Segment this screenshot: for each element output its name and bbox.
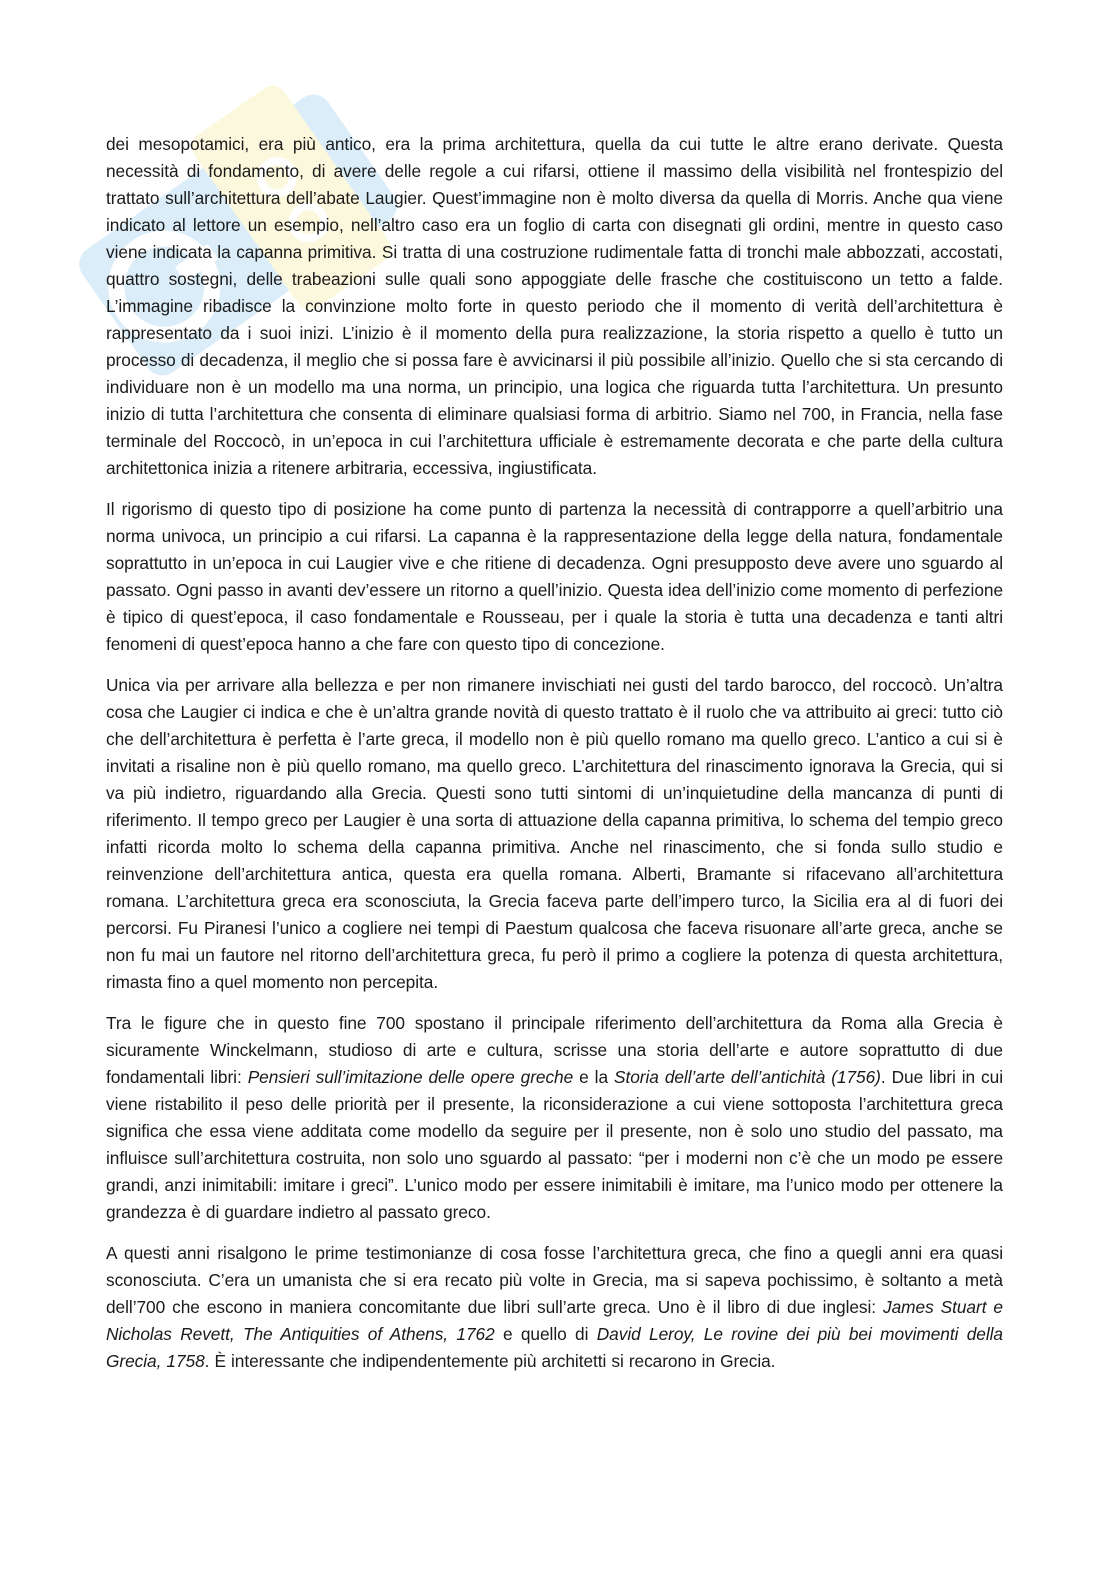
italic-text: James Stuart e Nicholas Revett, The Antiquities of Athens, 1762 <box>106 1297 1003 1344</box>
paragraph <box>106 1240 1003 1375</box>
text-segment: . È interessante che indipendentemente più architetti si recarono in Grecia. <box>204 1351 776 1371</box>
text-segment: Il rigorismo di questo tipo di posizione ha come punto di partenza la necessità di contrapporre a quell’arbitrio una norma univoca, un principio a cui rifarsi. La capanna è la rappresentazione della legge della natura, fondamentale soprattutto in un’epoca in cui Laugier vive e che ritiene di decadenza. Ogni presupposto deve avere uno sguardo al passato. Ogni passo in avanti dev’essere un ritorno a quell’inizio. Questa idea dell’inizio come momento di perfezione è tipico di quest’epoca, il caso fondamentale e Rousseau, per i quale la storia è tutta una decadenza e tanti altri fenomeni di quest’epoca hanno a che fare con questo tipo di concezione. <box>106 499 1003 654</box>
italic-text: Storia dell’arte dell’antichità (1756) <box>614 1067 881 1087</box>
text-segment: . Due libri in cui viene ristabilito il peso delle priorità per il presente, la riconsiderazione a cui viene sottoposta l’architettura greca significa che essa viene additata come modello da seguire per il presente, non è solo uno studio del passato, ma influisce sull’architettura costruita, non solo uno sguardo al passato: “per i moderni non c’è che un modo pe essere grandi, anzi inimitabili: imitare i greci”. L’unico modo per essere inimitabili è imitare, ma l’unico modo per ottenere la grandezza è di guardare indietro al passato greco. <box>106 1067 1003 1222</box>
paragraph <box>106 496 1003 658</box>
text-segment: A questi anni risalgono le prime testimonianze di cosa fosse l’architettura greca, che fino a quegli anni era quasi sconosciuta. C’era un umanista che si era recato più volte in Grecia, ma si sapeva pochissimo, è soltanto a metà dell’700 che escono in maniera concomitante due libri sull’arte greca. Uno è il libro di due inglesi: <box>106 1243 1003 1317</box>
text-segment: dei mesopotamici, era più antico, era la prima architettura, quella da cui tutte le altre erano derivate. Questa necessità di fondamento, di avere delle regole a cui rifarsi, ottiene il massimo della visibilità nel frontespizio del trattato sull’architettura dell’abate Laugier. Quest’immagine non è molto diversa da quella di Morris. Anche qua viene indicato al lettore un esempio, nell’altro caso era un foglio di carta con disegnati gli ordini, mentre in questo caso viene indicata la capanna primitiva. Si tratta di una costruzione rudimentale fatta di tronchi male abbozzati, accostati, quattro sostegni, delle trabeazioni sulle quali sono appoggiate delle frasche che costituiscono un tetto a falde. L’immagine ribadisce la convinzione molto forte in questo periodo che il momento di verità dell’architettura è rappresentato da i suoi inizi. L’inizio è il momento della pura realizzazione, la storia rispetto a quello è tutto un processo di decadenza, il meglio che si possa fare è avvicinarsi il più possibile all’inizio. Quello che si sta cercando di individuare non è un modello ma una norma, un principio, una logica che riguarda tutta l’architettura. Un presunto inizio di tutta l’architettura che consenta di eliminare qualsiasi forma di arbitrio. Siamo nel 700, in Francia, nella fase terminale del Roccocò, in un’epoca in cui l’architettura ufficiale è estremamente decorata e che parte della cultura architettonica inizia a ritenere arbitraria, eccessiva, ingiustificata. <box>106 134 1003 478</box>
italic-text: Pensieri sull’imitazione delle opere greche <box>247 1067 574 1087</box>
italic-text: David Leroy, Le rovine dei più bei movimenti della Grecia, 1758 <box>106 1324 1003 1371</box>
text-segment: Unica via per arrivare alla bellezza e per non rimanere invischiati nei gusti del tardo barocco, del roccocò. Un’altra cosa che Laugier ci indica e che è un’altra grande novità di questo trattato è il ruolo che va attribuito ai greci: tutto ciò che dell’architettura è perfetta è l’arte greca, il modello non è più quello romano ma quello greco. L’antico a cui si è invitati a risaline non è più quello romano, ma quello greco. L’architettura del rinascimento ignorava la Grecia, qui si va più indietro, riguardando alla Grecia. Questi sono tutti sintomi di un’inquietudine della mancanza di punti di riferimento. Il tempo greco per Laugier è una sorta di attuazione della capanna primitiva, lo schema del tempio greco infatti ricorda molto lo schema della capanna primitiva. Anche nel rinascimento, che si fonda sullo studio e reinvenzione dell’architettura antica, questa era quella romana. Alberti, Bramante si rifacevano all’architettura romana. L’architettura greca era sconosciuta, la Grecia faceva parte dell’impero turco, la Sicilia era al di fuori dei percorsi. Fu Piranesi l’unico a cogliere nei tempi di Paestum qualcosa che faceva risuonare all’arte greca, anche se non fu mai un fautore nel ritorno dell’architettura greca, fu però il primo a cogliere la potenza di questa architettura, rimasta fino a quel momento non percepita. <box>106 675 1003 992</box>
document-page <box>106 131 1003 1389</box>
paragraph <box>106 131 1003 482</box>
paragraph <box>106 672 1003 996</box>
paragraph <box>106 1010 1003 1226</box>
text-segment: e la <box>573 1067 614 1087</box>
text-segment: Tra le figure che in questo fine 700 spostano il principale riferimento dell’architettura da Roma alla Grecia è sicuramente Winckelmann, studioso di arte e cultura, scrisse una storia dell’arte e autore soprattutto di due fondamentali libri: <box>106 1013 1003 1087</box>
text-segment: e quello di <box>494 1324 597 1344</box>
